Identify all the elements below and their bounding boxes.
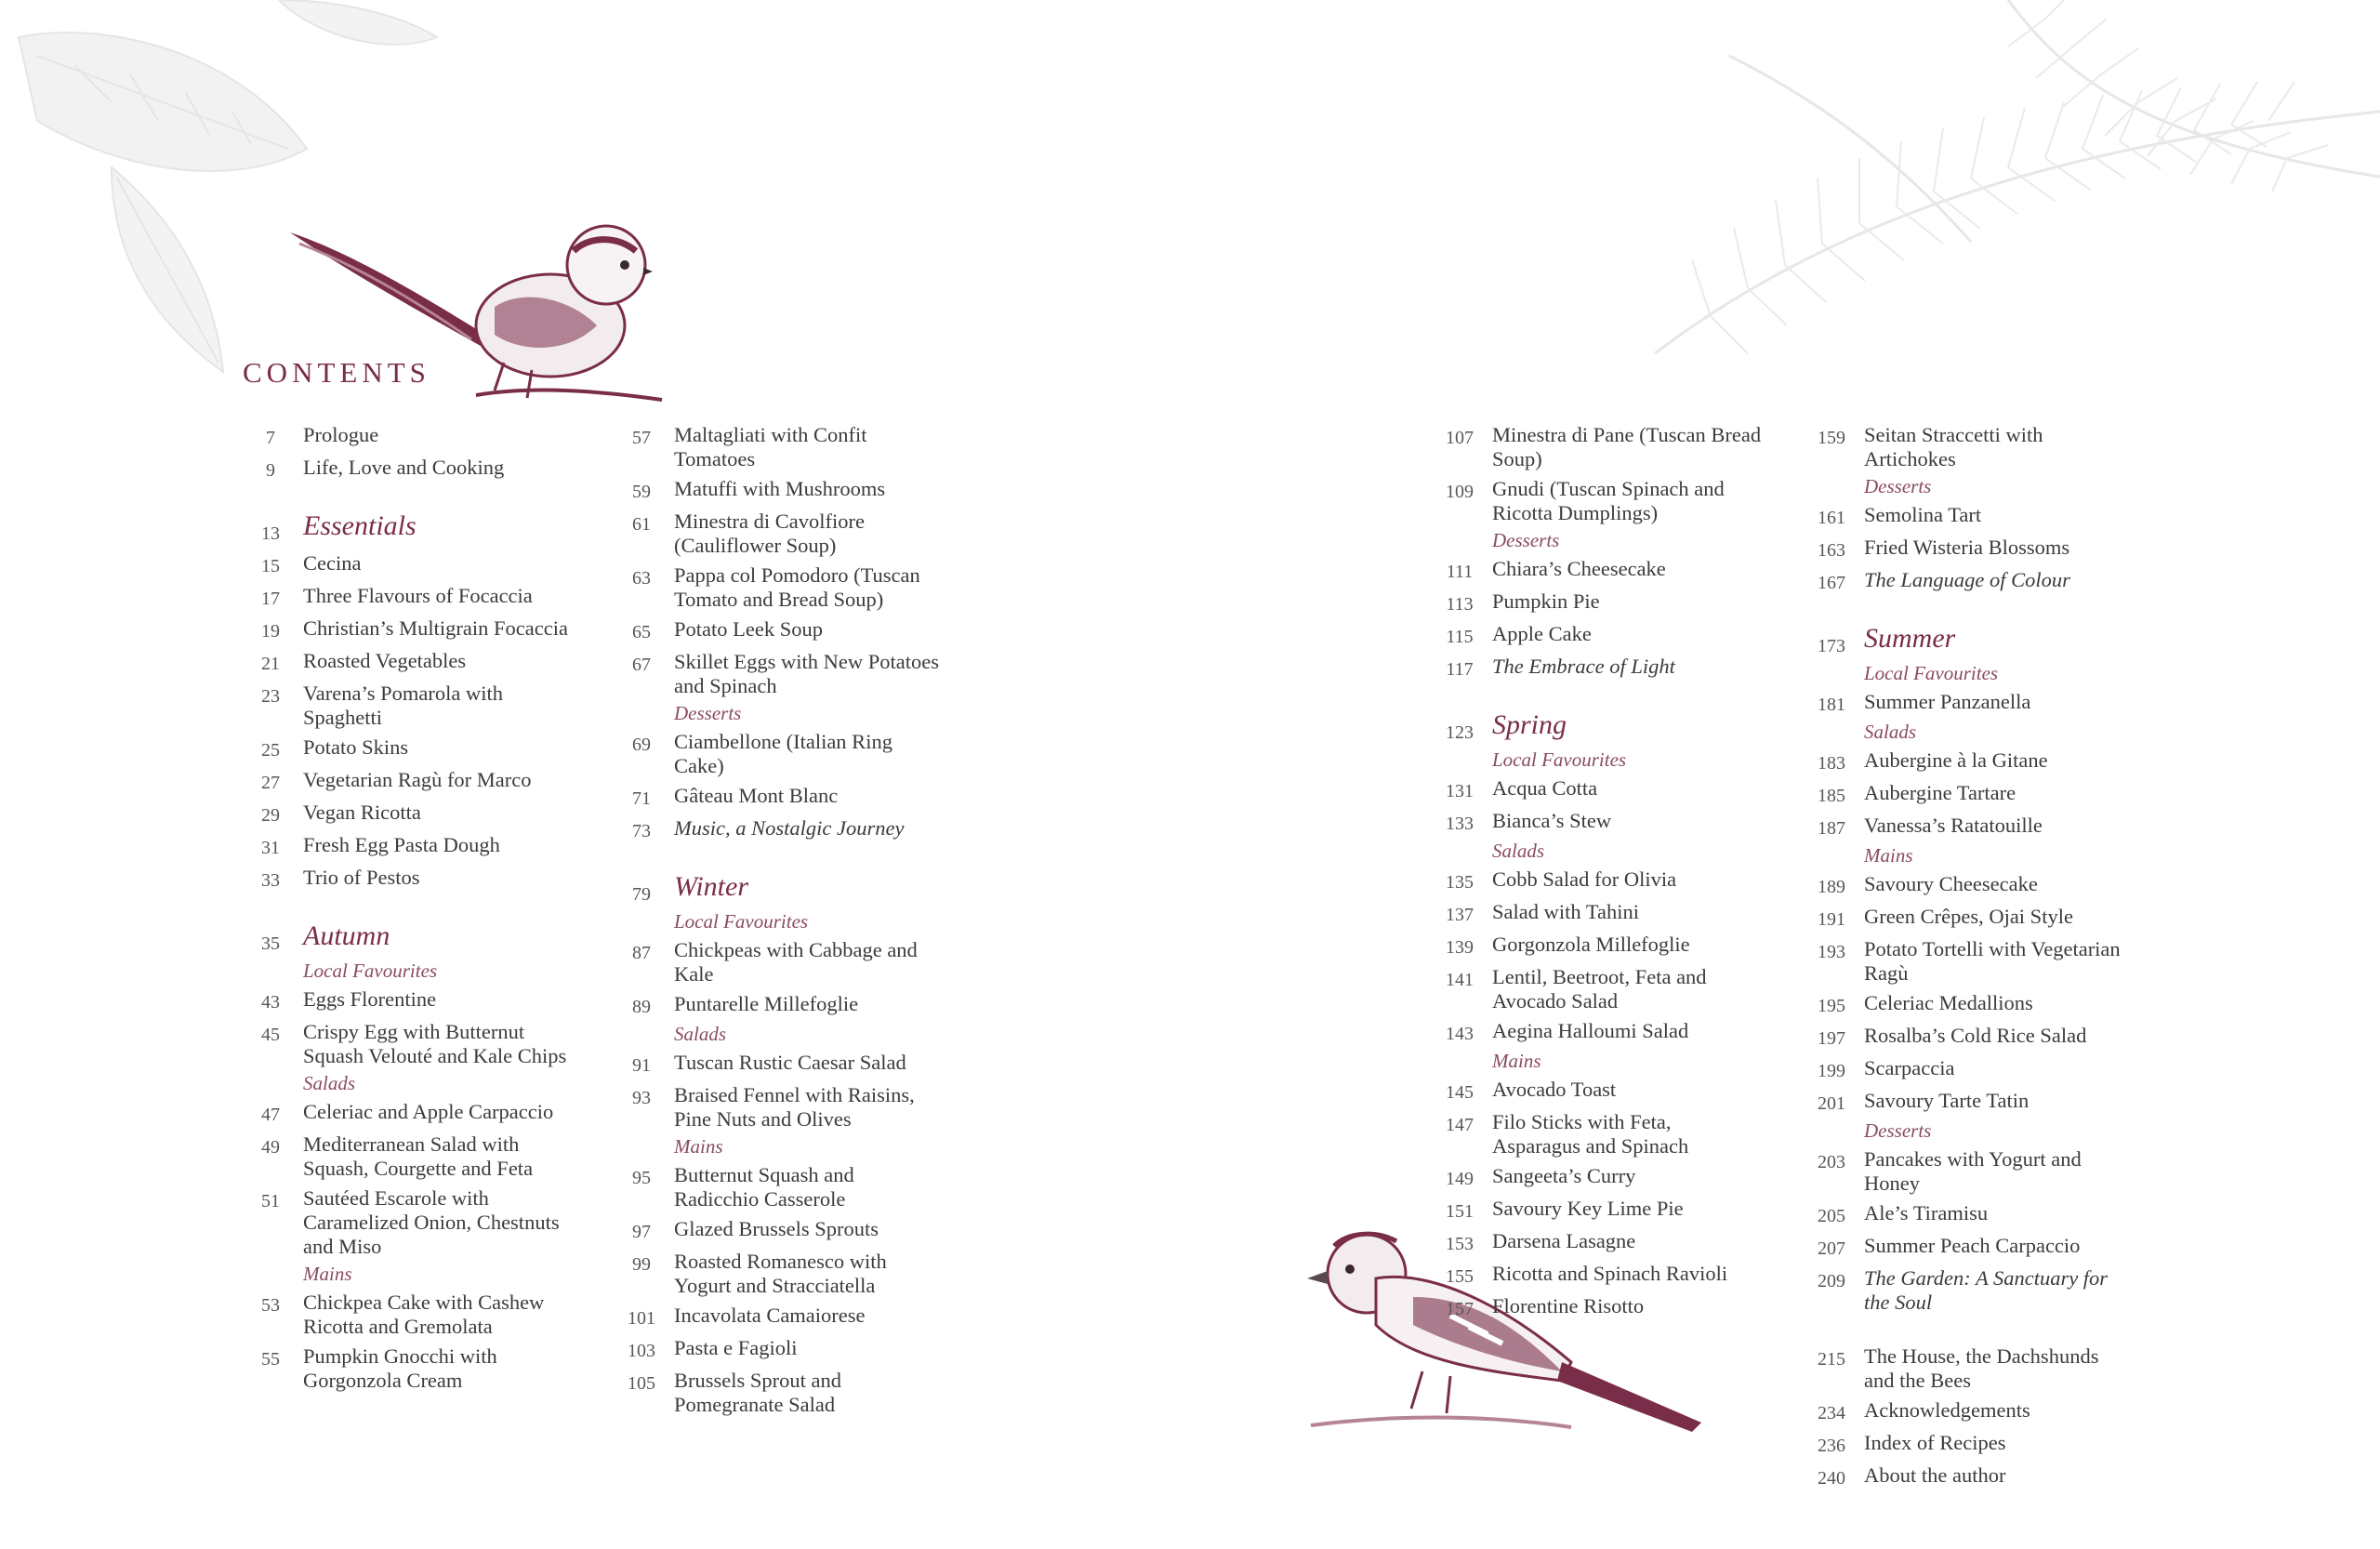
page-number: 107 [1446,428,1474,448]
toc-entry [1799,872,2134,899]
page-number: 35 [261,933,280,954]
entry-title: Gnudi (Tuscan Spinach and Ricotta Dumplings) [1492,477,1725,524]
section-subheading: Salads [1492,840,1545,862]
entry-title: Pancakes with Yogurt and Honey [1864,1147,2082,1195]
toc-entry [609,1163,944,1211]
page-number: 205 [1818,1206,1845,1226]
page-number: 236 [1818,1436,1845,1456]
toc-entry [609,784,944,811]
page-number: 111 [1446,562,1474,582]
toc-entry [238,866,573,893]
toc-section-heading [238,922,573,956]
toc-column-2 [609,417,944,1417]
page-number: 139 [1446,937,1474,958]
page-number: 19 [261,621,280,642]
page-number: 63 [632,568,651,589]
toc-entry [1799,1344,2134,1393]
toc-entry [238,649,573,676]
entry-title: Chickpeas with Cabbage and Kale [674,938,918,986]
page-number: 203 [1818,1152,1845,1172]
page-number: 183 [1818,753,1845,774]
page-number: 240 [1818,1468,1845,1489]
page-number: 67 [632,655,651,675]
entry-title: Acqua Cotta [1492,776,1598,800]
toc-entry [238,768,573,795]
toc-entry [238,987,573,1014]
page-number: 159 [1818,428,1845,448]
page-number: 71 [632,788,651,809]
toc-entry [609,510,944,558]
pine-branch-illustration [1618,0,2380,391]
toc-entry [1427,1019,1762,1046]
toc-entry [609,730,944,778]
page-number: 181 [1818,695,1845,715]
page-number: 135 [1446,872,1474,893]
entry-title: Rosalba’s Cold Rice Salad [1864,1024,2087,1047]
toc-entry [1799,1089,2134,1116]
entry-title: Brussels Sprout and Pomegranate Salad [674,1369,841,1416]
entry-title: Filo Sticks with Feta, Asparagus and Spinach [1492,1110,1689,1158]
page-number: 105 [628,1373,655,1394]
toc-entry [238,1291,573,1339]
entry-title: Pappa col Pomodoro (Tuscan Tomato and Bread Soup) [674,563,920,611]
toc-entry [238,1132,573,1181]
page-number: 167 [1818,573,1845,593]
toc-entry [1799,1266,2134,1315]
section-subheading: Salads [303,1072,356,1094]
page-number: 234 [1818,1403,1845,1423]
page-number: 109 [1446,482,1474,502]
entry-title: The Garden: A Sanctuary for the Soul [1864,1266,2109,1314]
page-number: 157 [1446,1299,1474,1319]
toc-entry [609,423,944,471]
toc-entry [1427,423,1762,471]
entry-title: Varena’s Pomarola with Spaghetti [303,682,503,729]
section-subheading: Local Favourites [674,910,809,933]
section-subheading: Desserts [1864,1119,1932,1142]
page-number: 25 [261,740,280,761]
toc-entry [1427,1229,1762,1256]
toc-entry [609,650,944,698]
entry-title: Lentil, Beetroot, Feta and Avocado Salad [1492,965,1707,1013]
toc-entry [238,456,573,483]
entry-title: Fried Wisteria Blossoms [1864,536,2070,559]
entry-title: Pasta e Fagioli [674,1336,798,1359]
page-number: 51 [261,1191,280,1211]
entry-title: Gorgonzola Millefoglie [1492,933,1690,956]
toc-section-heading [609,873,944,907]
toc-entry [238,1100,573,1127]
toc-entry [1799,503,2134,530]
toc-entry [1427,1197,1762,1224]
section-subheading: Mains [1492,1050,1541,1072]
entry-title: Chiara’s Cheesecake [1492,557,1666,580]
page-number: 189 [1818,877,1845,897]
entry-title: Pumpkin Gnocchi with Gorgonzola Cream [303,1344,497,1392]
page-number: 151 [1446,1201,1474,1222]
toc-entry [1799,905,2134,932]
toc-entry [1799,937,2134,986]
toc-entry [1799,1398,2134,1425]
entry-title: Roasted Vegetables [303,649,467,672]
toc-entry [609,617,944,644]
toc-entry [609,1369,944,1417]
page-number: 193 [1818,942,1845,962]
entry-title: Sangeeta’s Curry [1492,1164,1636,1187]
entry-title: The Embrace of Light [1492,655,1675,678]
toc-entry [238,1020,573,1068]
entry-title: Life, Love and Cooking [303,456,505,479]
toc-entry [1799,1234,2134,1261]
toc-entry [238,551,573,578]
entry-title: Green Crêpes, Ojai Style [1864,905,2073,928]
section-subheading: Local Favourites [303,960,438,982]
entry-title: Summer [1864,623,1956,654]
toc-entry [238,423,573,450]
page-number: 97 [632,1222,651,1242]
toc-entry [1799,1201,2134,1228]
toc-section-heading [1427,711,1762,745]
section-subheading: Mains [1864,844,1913,867]
toc-section-heading [238,512,573,546]
toc-entry [1799,814,2134,841]
entry-title: Celeriac Medallions [1864,991,2033,1014]
entry-title: Sautéed Escarole with Caramelized Onion, Chestnuts and Miso [303,1186,560,1258]
page-number: 59 [632,482,651,502]
page-number: 7 [266,428,275,448]
page-number: 23 [261,686,280,707]
page-number: 161 [1818,508,1845,528]
entry-title: Aubergine à la Gitane [1864,748,2048,772]
entry-title: Semolina Tart [1864,503,1982,526]
page-number: 31 [261,838,280,858]
toc-section-heading [1799,625,2134,658]
section-subheading: Local Favourites [1864,662,1999,684]
entry-title: The House, the Dachshunds and the Bees [1864,1344,2099,1392]
toc-entry [1799,991,2134,1018]
entry-title: Pumpkin Pie [1492,589,1600,613]
entry-title: Cecina [303,551,362,575]
entry-title: Savoury Tarte Tatin [1864,1089,2030,1112]
page-number: 185 [1818,786,1845,806]
entry-title: Christian’s Multigrain Focaccia [303,616,568,640]
page-number: 43 [261,992,280,1013]
page-number: 143 [1446,1024,1474,1044]
toc-entry [1799,568,2134,595]
page-number: 53 [261,1295,280,1316]
entry-title: Acknowledgements [1864,1398,2030,1422]
toc-entry [609,1304,944,1331]
section-subheading: Mains [303,1263,352,1285]
entry-title: Celeriac and Apple Carpaccio [303,1100,554,1123]
toc-entry [609,1336,944,1363]
toc-entry [1427,933,1762,960]
entry-title: Spring [1492,709,1567,740]
entry-title: Maltagliati with Confit Tomatoes [674,423,867,470]
entry-title: Chickpea Cake with Cashew Ricotta and Gremolata [303,1291,545,1338]
page-number: 17 [261,589,280,609]
entry-title: Minestra di Cavolfiore (Cauliflower Soup) [674,510,865,557]
page-number: 173 [1818,636,1845,656]
page-number: 9 [266,460,275,481]
toc-entry [1799,1147,2134,1196]
entry-title: Glazed Brussels Sprouts [674,1217,879,1240]
section-subheading: Desserts [1864,475,1932,497]
page-number: 123 [1446,722,1474,743]
entry-title: Fresh Egg Pasta Dough [303,833,500,856]
toc-entry [1427,867,1762,894]
entry-title: Salad with Tahini [1492,900,1639,923]
entry-title: Minestra di Pane (Tuscan Bread Soup) [1492,423,1762,470]
page-number: 65 [632,622,651,642]
entry-title: Vanessa’s Ratatouille [1864,814,2043,837]
toc-entry [238,1344,573,1393]
page-number: 93 [632,1088,651,1108]
section-subheading: Mains [674,1135,723,1158]
toc-entry [1427,900,1762,927]
entry-title: Eggs Florentine [303,987,437,1011]
entry-title: Butternut Squash and Radicchio Casserole [674,1163,854,1211]
page-number: 89 [632,997,651,1017]
page-number: 197 [1818,1028,1845,1049]
page-number: 57 [632,428,651,448]
section-subheading: Desserts [1492,529,1560,551]
page-number: 55 [261,1349,280,1370]
entry-title: Autumn [303,920,390,951]
toc-entry [238,1186,573,1259]
section-subheading: Salads [674,1023,727,1045]
page-title: CONTENTS [243,356,430,389]
page-number: 191 [1818,909,1845,930]
toc-column-4 [1799,417,2134,1490]
toc-entry [1799,423,2134,471]
page-number: 153 [1446,1234,1474,1254]
toc-entry [609,816,944,843]
page-number: 61 [632,514,651,535]
page-number: 21 [261,654,280,674]
toc-entry [1799,536,2134,563]
toc-entry [1799,1431,2134,1458]
toc-column-3 [1427,417,1762,1321]
entry-title: Prologue [303,423,379,446]
entry-title: Ricotta and Spinach Ravioli [1492,1262,1728,1285]
toc-entry [1427,776,1762,803]
toc-entry [1427,1262,1762,1289]
toc-entry [238,584,573,611]
toc-entry [609,563,944,612]
toc-entry [1427,589,1762,616]
page-number: 73 [632,821,651,841]
entry-title: Aubergine Tartare [1864,781,2016,804]
toc-entry [1427,965,1762,1013]
page-number: 79 [632,884,651,905]
entry-title: Matuffi with Mushrooms [674,477,886,500]
toc-entry [609,938,944,986]
entry-title: Seitan Straccetti with Artichokes [1864,423,2043,470]
section-subheading: Salads [1864,721,1917,743]
entry-title: Ciambellone (Italian Ring Cake) [674,730,892,777]
entry-title: Summer Peach Carpaccio [1864,1234,2081,1257]
section-subheading: Desserts [674,702,742,724]
entry-title: About the author [1864,1463,2006,1487]
page-number: 91 [632,1055,651,1076]
page-number: 215 [1818,1349,1845,1370]
toc-column-1 [238,417,573,1393]
entry-title: Incavolata Camaiorese [674,1304,866,1327]
entry-title: Aegina Halloumi Salad [1492,1019,1689,1042]
toc-entry [609,477,944,504]
toc-entry [609,1083,944,1132]
page-number: 199 [1818,1061,1845,1081]
page-number: 207 [1818,1238,1845,1259]
entry-title: Potato Skins [303,735,409,759]
entry-title: Mediterranean Salad with Squash, Courgette and Feta [303,1132,534,1180]
page-number: 99 [632,1254,651,1275]
entry-title: Trio of Pestos [303,866,420,889]
toc-entry [238,735,573,762]
entry-title: Bianca’s Stew [1492,809,1612,832]
toc-entry [238,616,573,643]
page-number: 195 [1818,996,1845,1016]
toc-entry [1799,748,2134,775]
page-number: 49 [261,1137,280,1158]
toc-entry [1427,622,1762,649]
entry-title: Darsena Lasagne [1492,1229,1636,1252]
entry-title: Summer Panzanella [1864,690,2031,713]
entry-title: Potato Tortelli with Vegetarian Ragù [1864,937,2121,985]
page-number: 117 [1446,659,1474,680]
page-number: 101 [628,1308,655,1329]
toc-entry [609,1051,944,1078]
entry-title: Music, a Nostalgic Journey [674,816,905,840]
toc-entry [1427,557,1762,584]
toc-entry [609,992,944,1019]
entry-title: Gâteau Mont Blanc [674,784,839,807]
page-number: 141 [1446,970,1474,990]
toc-entry [238,833,573,860]
toc-entry [1427,809,1762,836]
entry-title: The Language of Colour [1864,568,2070,591]
entry-title: Scarpaccia [1864,1056,1955,1079]
page-number: 87 [632,943,651,963]
toc-entry [238,801,573,827]
entry-title: Vegetarian Ragù for Marco [303,768,532,791]
page-number: 47 [261,1105,280,1125]
page-number: 29 [261,805,280,826]
page-number: 163 [1818,540,1845,561]
toc-entry [1427,477,1762,525]
page-number: 147 [1446,1115,1474,1135]
page-number: 187 [1818,818,1845,839]
page-number: 33 [261,870,280,891]
page-number: 209 [1818,1271,1845,1291]
page-number: 201 [1818,1093,1845,1114]
page-number: 113 [1446,594,1474,615]
toc-entry [1427,1078,1762,1105]
entry-title: Savoury Key Lime Pie [1492,1197,1684,1220]
entry-title: Vegan Ricotta [303,801,421,824]
toc-entry [1799,690,2134,717]
entry-title: Apple Cake [1492,622,1592,645]
toc-entry [1799,1056,2134,1083]
entry-title: Roasted Romanesco with Yogurt and Stracciatella [674,1250,887,1297]
page-number: 95 [632,1168,651,1188]
toc-entry [1427,1110,1762,1158]
page-number: 45 [261,1025,280,1045]
toc-entry [1427,655,1762,682]
toc-entry [609,1250,944,1298]
entry-title: Three Flavours of Focaccia [303,584,533,607]
page-number: 27 [261,773,280,793]
entry-title: Savoury Cheesecake [1864,872,2038,895]
entry-title: Tuscan Rustic Caesar Salad [674,1051,906,1074]
toc-entry [1799,781,2134,808]
entry-title: Skillet Eggs with New Potatoes and Spinach [674,650,939,697]
toc-entry [1427,1294,1762,1321]
entry-title: Crispy Egg with Butternut Squash Velouté and Kale Chips [303,1020,567,1067]
toc-entry [1799,1463,2134,1490]
entry-title: Winter [674,871,748,902]
page-number: 103 [628,1341,655,1361]
toc-entry [238,682,573,730]
page-number: 131 [1446,781,1474,801]
page-number: 133 [1446,814,1474,834]
entry-title: Index of Recipes [1864,1431,2006,1454]
section-subheading: Local Favourites [1492,748,1627,771]
page-number: 115 [1446,627,1474,647]
page-number: 145 [1446,1082,1474,1103]
toc-entry [609,1217,944,1244]
entry-title: Ale’s Tiramisu [1864,1201,1989,1225]
entry-title: Avocado Toast [1492,1078,1617,1101]
toc-entry [1799,1024,2134,1051]
page-number: 155 [1446,1266,1474,1287]
entry-title: Essentials [303,510,416,541]
page-number: 15 [261,556,280,576]
page-number: 13 [261,523,280,544]
entry-title: Potato Leek Soup [674,617,823,641]
entry-title: Braised Fennel with Raisins, Pine Nuts and Olives [674,1083,915,1131]
entry-title: Florentine Risotto [1492,1294,1645,1317]
entry-title: Cobb Salad for Olivia [1492,867,1677,891]
entry-title: Puntarelle Millefoglie [674,992,859,1015]
page-number: 69 [632,735,651,755]
page-number: 149 [1446,1169,1474,1189]
toc-entry [1427,1164,1762,1191]
page-number: 137 [1446,905,1474,925]
